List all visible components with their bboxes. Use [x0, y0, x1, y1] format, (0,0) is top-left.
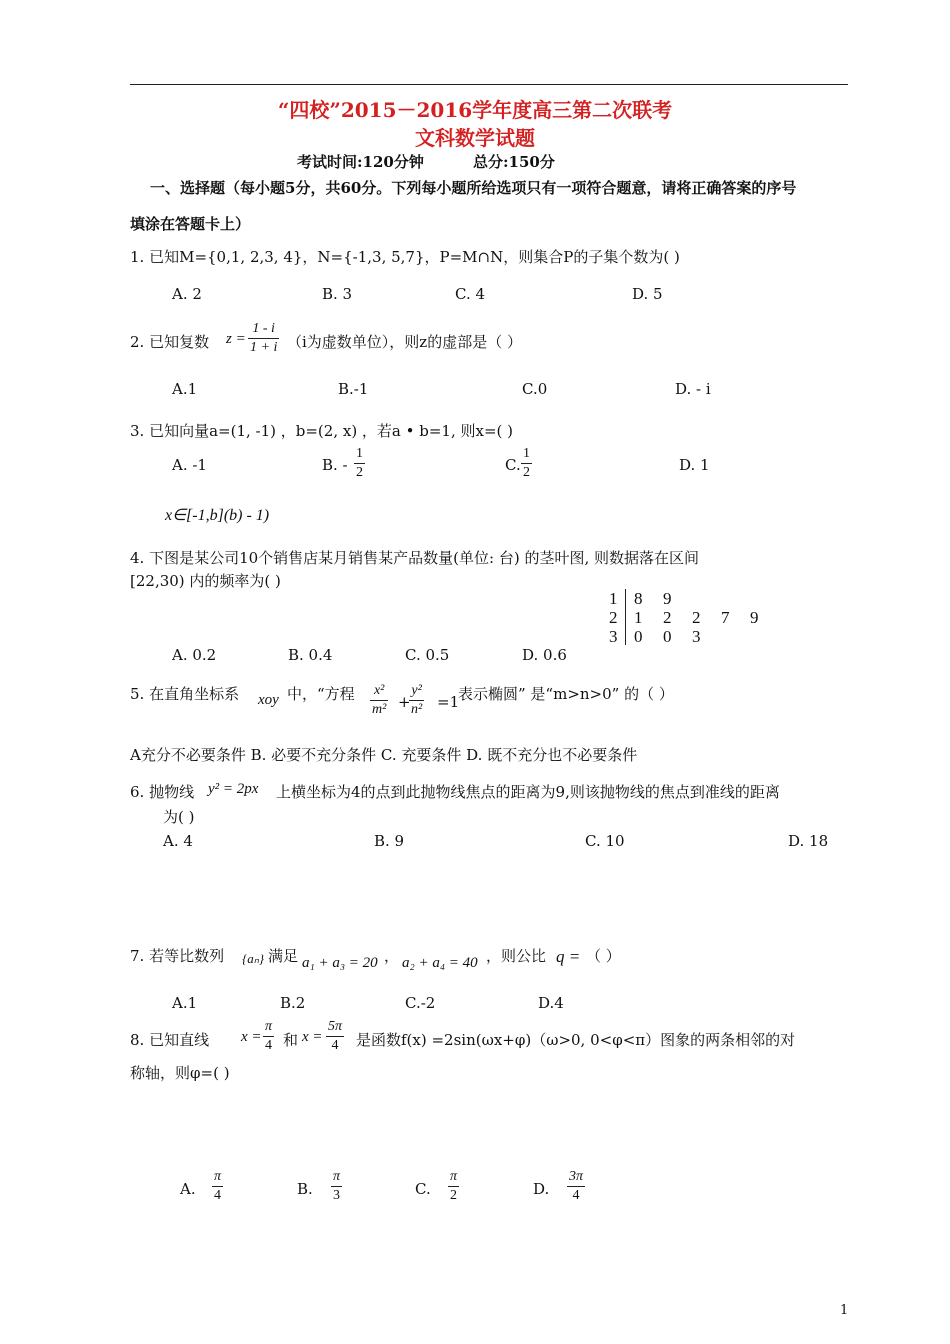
question-6-suffix: 上横坐标为4的点到此抛物线焦点的距离为9,则该抛物线的焦点到准线的距离	[276, 783, 780, 801]
q2-option-b: B.-1	[338, 380, 369, 398]
q8-c-num: π	[450, 1169, 458, 1184]
question-2-prefix: 2. 已知复数	[130, 333, 210, 351]
stem-2: 2	[609, 608, 618, 627]
question-5-suffix: 表示椭圆” 是“m>n>0” 的（ ）	[458, 685, 674, 703]
q8-frac-2	[326, 1018, 344, 1055]
q6-option-d: D. 18	[788, 832, 829, 850]
q3-b-den: 2	[356, 465, 363, 480]
q8-option-a: A.	[180, 1180, 196, 1198]
q7-q: q =	[556, 947, 581, 966]
q4-option-a: A. 0.2	[172, 646, 217, 664]
page-number: 1	[840, 1303, 849, 1318]
q5-eq: =1	[437, 693, 460, 711]
q5-plus: +	[398, 693, 411, 711]
q3-option-d: D. 1	[679, 456, 710, 474]
q8-b-den: 3	[331, 1186, 342, 1205]
q8-a-fraction	[212, 1168, 223, 1205]
q6-option-a: A. 4	[163, 832, 193, 850]
exam-title: “四校”2015－2016学年度高三第二次联考	[277, 98, 673, 122]
leaves-2: 1 2 2 7 9	[634, 608, 759, 627]
q2-option-d: D. - i	[675, 380, 711, 398]
q8-x2: x =	[302, 1029, 323, 1045]
q8-a-num: π	[214, 1169, 222, 1184]
q3-c-den: 2	[523, 465, 530, 480]
q3-option-c: C.	[505, 456, 521, 474]
q5-mid: 中，“方程	[287, 685, 355, 703]
question-4: 4. 下图是某公司10个销售店某月销售某产品数量(单位: 台) 的茎叶图, 则数据落在区间	[130, 549, 700, 567]
q8-c-den: 2	[448, 1186, 459, 1205]
q4-option-c: C. 0.5	[405, 646, 450, 664]
question-4-cont: [22,30) 内的频率为( )	[130, 572, 281, 590]
q8-frac1-den: 4	[263, 1036, 274, 1055]
question-1: 1. 已知M={0,1, 2,3, 4}，N={-1,3, 5,7}，P=M∩N，则集合P的子集个数为( )	[130, 248, 680, 266]
question-8-suffix: 是函数f(x) =2sin(ωx+φ)（ω>0, 0<φ<π）图象的两条相邻的对	[356, 1031, 796, 1049]
q1-option-b: B. 3	[322, 285, 353, 303]
q5-frac1-num: x²	[373, 683, 385, 698]
q8-frac2-den: 4	[326, 1036, 344, 1055]
q8-frac2-num: 5π	[328, 1019, 343, 1034]
q1-option-d: D. 5	[632, 285, 663, 303]
q4-option-b: B. 0.4	[288, 646, 333, 664]
q5-frac-1	[370, 682, 388, 719]
q8-c-fraction	[448, 1168, 459, 1205]
exam-time: 考试时间:120分钟	[297, 153, 424, 171]
total-score: 总分:150分	[473, 153, 555, 171]
exam-subtitle: 文科数学试题	[415, 126, 535, 150]
q6-option-b: B. 9	[374, 832, 405, 850]
q3-b-fraction	[354, 445, 365, 482]
q6-option-c: C. 10	[585, 832, 625, 850]
stray-formula: x∈[-1,b](b) - 1)	[165, 507, 270, 524]
q7-seq: {aₙ}	[242, 951, 265, 966]
leaves-1: 8 9	[634, 589, 672, 608]
q1-option-c: C. 4	[455, 285, 486, 303]
q3-c-fraction	[521, 445, 532, 482]
q5-coord: xoy	[258, 692, 279, 708]
q2-frac-den: 1 + i	[250, 340, 278, 355]
stem-divider	[625, 589, 626, 645]
q5-frac-2	[409, 682, 424, 719]
q5-frac2-num: y²	[411, 683, 422, 698]
q5-options: A充分不必要条件 B. 必要不充分条件 C. 充要条件 D. 既不充分也不必要条件	[130, 746, 638, 764]
q2-option-a: A.1	[172, 380, 198, 398]
question-8-prefix: 8. 已知直线	[130, 1031, 210, 1049]
section-intro: 一、选择题（每小题5分，共60分。下列每小题所给选项只有一项符合题意，请将正确答案的序号	[150, 179, 797, 197]
section-intro-cont: 填涂在答题卡上）	[130, 215, 251, 233]
q8-d-den: 4	[567, 1186, 585, 1205]
question-3: 3. 已知向量a=(1, -1) ，b=(2, x) ，若a • b=1, 则x=( )	[130, 422, 514, 440]
question-2-suffix: （i为虚数单位），则z的虚部是（ ）	[287, 333, 522, 351]
q8-b-num: π	[333, 1169, 341, 1184]
q6-formula: y² = 2px	[208, 781, 259, 797]
q7-f2: a₂ + a₄ = 40	[402, 955, 478, 971]
q8-option-b: B.	[297, 1180, 313, 1198]
q2-fraction	[248, 320, 279, 357]
stem-3: 3	[609, 627, 618, 646]
q7-option-d: D.4	[538, 994, 564, 1012]
q5-frac1-den: m²	[372, 702, 387, 717]
q7-option-a: A.1	[172, 994, 198, 1012]
q1-option-a: A. 2	[172, 285, 202, 303]
leaves-3: 0 0 3	[634, 627, 701, 646]
q3-b-num: 1	[356, 446, 363, 461]
q7-comma: ，	[384, 947, 400, 965]
q8-x1: x =	[241, 1029, 262, 1045]
q3-c-num: 1	[523, 446, 530, 461]
question-8-cont: 称轴，则φ=( )	[130, 1064, 230, 1082]
q8-d-fraction	[567, 1168, 585, 1205]
q3-option-a: A. -1	[172, 456, 207, 474]
q8-option-c: C.	[415, 1180, 431, 1198]
q2-option-c: C.0	[522, 380, 548, 398]
q7-option-c: C.-2	[405, 994, 436, 1012]
question-7-prefix: 7. 若等比数列	[130, 947, 225, 965]
q4-option-d: D. 0.6	[522, 646, 567, 664]
q8-option-d: D.	[533, 1180, 550, 1198]
q8-d-num: 3π	[569, 1169, 584, 1184]
question-6-cont: 为( )	[163, 808, 195, 826]
q8-frac1-num: π	[265, 1019, 273, 1034]
q8-frac-1	[263, 1018, 274, 1055]
stem-1: 1	[609, 589, 618, 608]
top-rule	[130, 84, 848, 85]
q7-f1: a₁ + a₃ = 20	[302, 955, 378, 971]
q7-option-b: B.2	[280, 994, 306, 1012]
q5-frac2-den: n²	[411, 702, 423, 717]
q2-var: z =	[226, 331, 246, 347]
q8-and: 和	[283, 1031, 299, 1049]
q7-tail: （ ）	[586, 947, 621, 965]
q7-mid: 满足	[268, 947, 299, 965]
q3-option-b: B. -	[322, 456, 348, 474]
q8-a-den: 4	[212, 1186, 223, 1205]
q2-frac-num: 1 - i	[252, 321, 275, 336]
question-5-prefix: 5. 在直角坐标系	[130, 685, 240, 703]
q8-b-fraction	[331, 1168, 342, 1205]
q7-suffix: ，则公比	[486, 947, 547, 965]
question-6-prefix: 6. 抛物线	[130, 783, 195, 801]
